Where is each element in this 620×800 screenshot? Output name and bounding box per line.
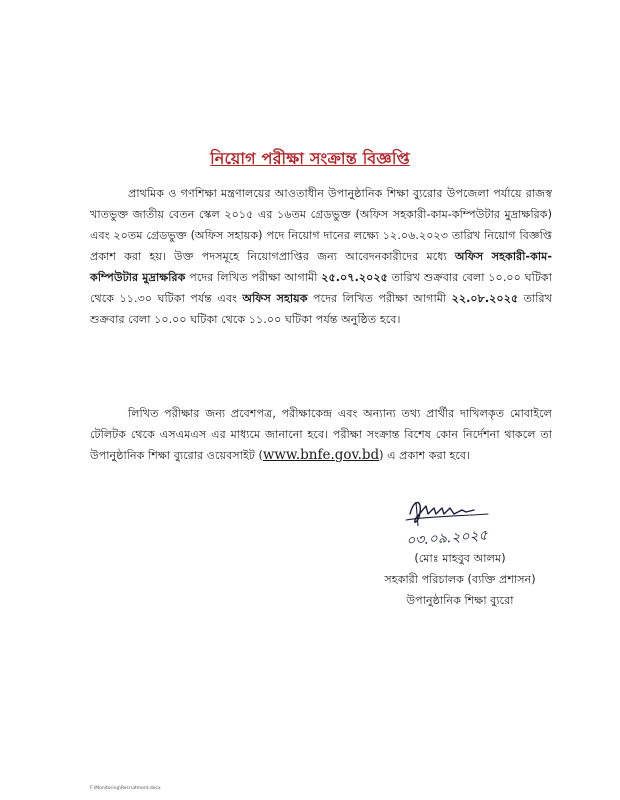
signatory-designation: সহকারী পরিচালক (ব্যক্তি প্রশাসন)	[384, 573, 536, 586]
para1-end: তারিখ শুক্রবার বেলা ১০.০০ ঘটিকা থেকে ১১.০০ ঘটিকা পর্যন্ত অনুষ্ঠিত হবে।	[90, 292, 553, 326]
handwritten-signature	[392, 492, 532, 552]
para1-mid1: পদের লিখিত পরীক্ষা আগামী	[185, 271, 322, 284]
para2-end: এ প্রকাশ করা হবে।	[383, 449, 471, 462]
signatory-office: উপানুষ্ঠানিক শিক্ষা ব্যুরো	[406, 594, 514, 607]
footer-file-path: F:\Monitoring\Recruitment.docx	[90, 786, 161, 791]
signature-block	[330, 548, 590, 611]
website-link[interactable]: www.bnfe.gov.bd	[262, 447, 380, 463]
post-name-office-assistant-cum-computer-typist: অফিস সহকারী-কাম-কম্পিউটার মুদ্রাক্ষরিক	[90, 250, 552, 284]
notice-title: নিয়োগ পরীক্ষা সংক্রান্ত বিজ্ঞপ্তি	[210, 149, 410, 168]
exam-date-2: ২২.০৮.২০২৫	[451, 292, 519, 305]
exam-date-1: ২৫.০৭.২০২৫	[321, 271, 388, 284]
post-name-office-helper: অফিস সহায়ক	[242, 292, 308, 305]
url-open-paren: (	[258, 449, 263, 462]
para1-mid3: পদের লিখিত পরীক্ষা আগামী	[307, 292, 452, 305]
para1-mid2: তারিখ শুক্রবার বেলা ১০.০০ ঘটিকা থেকে ১১.৩০ ঘটিকা পর্যন্ত এবং	[90, 271, 552, 305]
signatory-name: (মোঃ মাহবুব আলম)	[414, 552, 506, 565]
signature-date: ০৩.০৯.২০২৫	[405, 527, 489, 550]
notice-paragraph-1	[90, 183, 552, 330]
para2-text: লিখিত পরীক্ষার জন্য প্রবেশপত্র, পরীক্ষাকেন্দ্র এবং অন্যান্য তথ্য প্রার্থীর দাখিলকৃত মোবাইলে টেলিটক থেকে এসএমএস এর মাধ্যমে জানানো হবে। পরীক্ষা সংক্রান্ত বিশেষ কোন নির্দেশনা থাকলে তা উপানুষ্ঠানিক শিক্ষা ব্যুরোর ওয়েবসাইট	[90, 407, 552, 462]
url-close-paren: )	[379, 449, 384, 462]
notice-paragraph-2	[90, 403, 552, 466]
para1-intro: প্রাথমিক ও গণশিক্ষা মন্ত্রণালয়ের আওতাধীন উপানুষ্ঠানিক শিক্ষা ব্যুরোর উপজেলা পর্যায়ে রাজস্ব খাতভুক্ত জাতীয় বেতন স্কেল ২০১৫ এর ১৬তম গ্রেডভুক্ত (অফিস সহকারী-কাম-কম্পিউটার মুদ্রাক্ষরিক) এবং ২০তম গ্রেডভুক্ত (অফিস সহায়ক) পদে নিয়োগ দানের লক্ষ্যে ১২.০৬.২০২৩ তারিখ নিয়োগ বিজ্ঞপ্তি প্রকাশ করা হয়। উক্ত পদসমূহে নিয়োগপ্রাপ্তির জন্য আবেদনকারীদের মধ্যে	[90, 187, 552, 263]
